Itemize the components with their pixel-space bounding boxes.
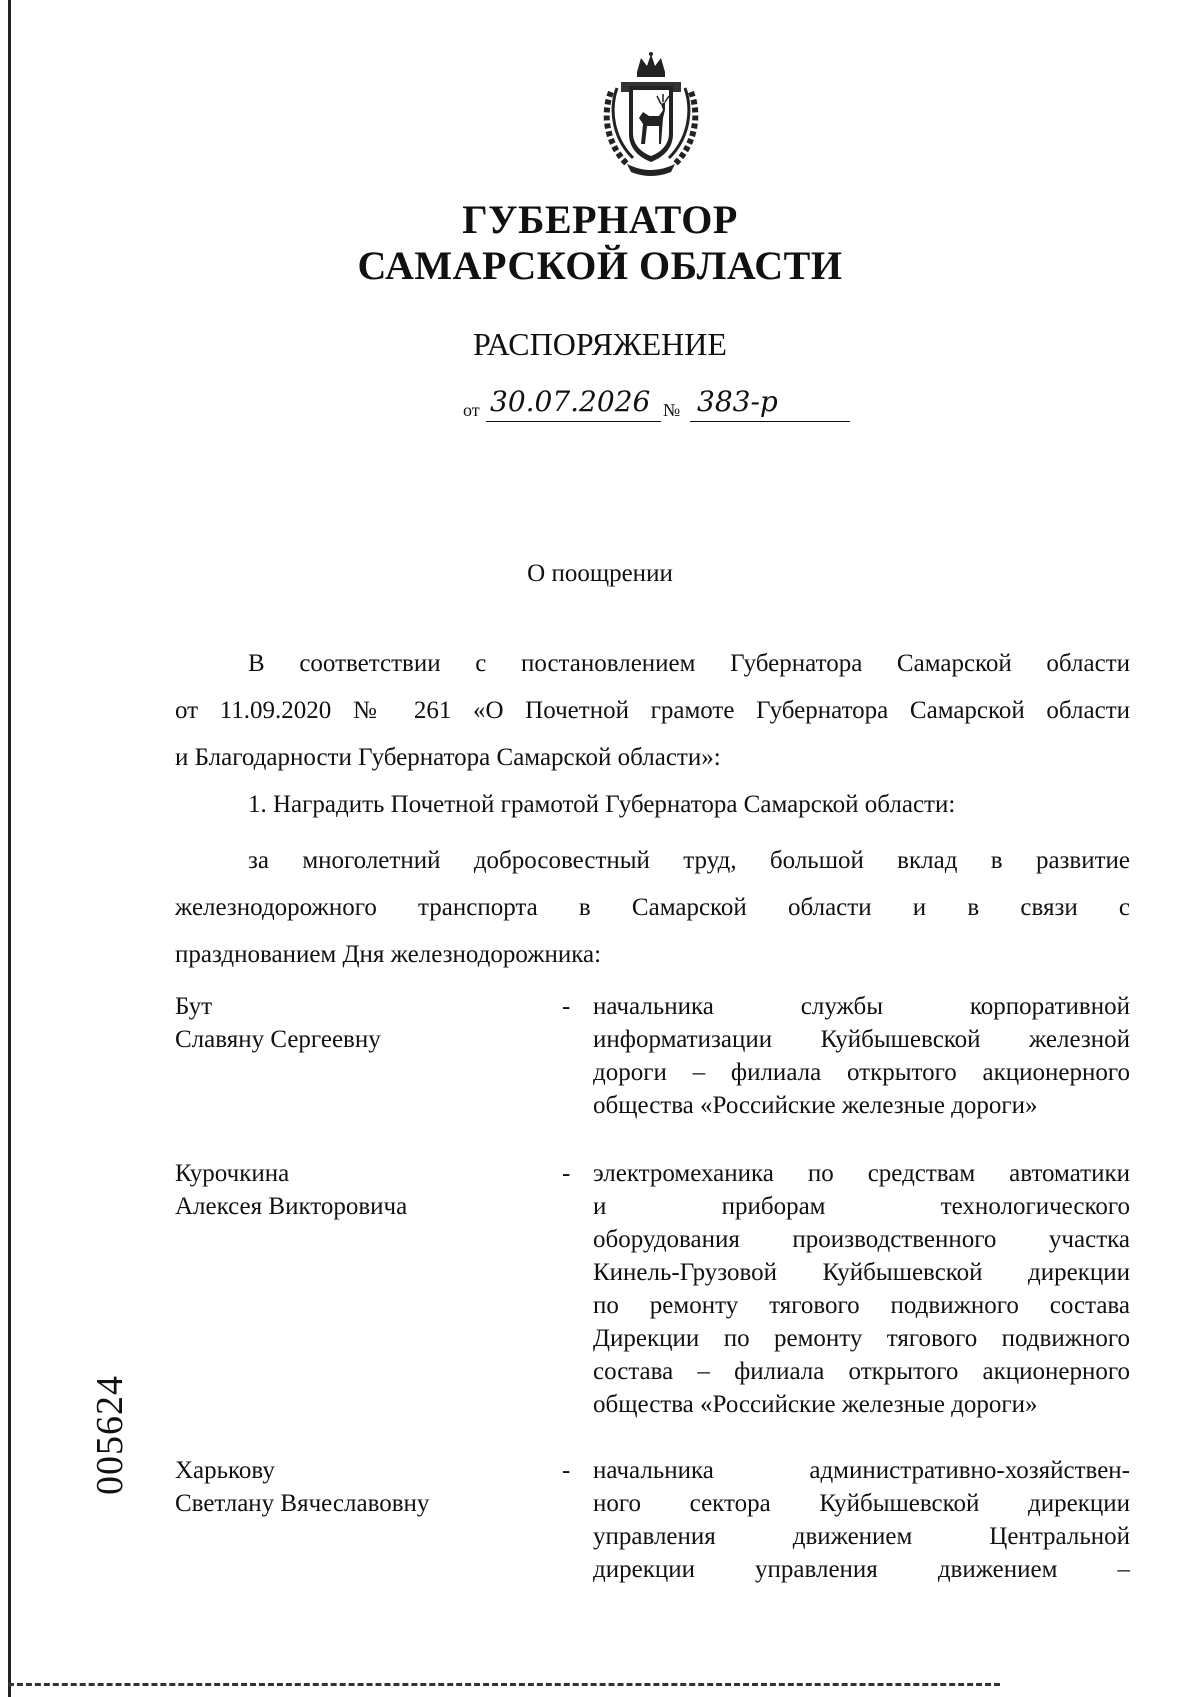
awardee-2-position-line: Дирекции по ремонту тягового подвижного	[593, 1325, 1130, 1352]
awardee-2-position-line: Кинель-Грузовой Куйбышевской дирекции	[593, 1259, 1130, 1286]
authority-title-line2: САМАРСКОЙ ОБЛАСТИ	[357, 243, 843, 288]
form-serial-number: 005624	[89, 1375, 131, 1495]
preamble-line-2: от 11.09.2020 № 261 «О Почетной грамоте Губернатора Самарской области	[175, 697, 1130, 724]
number-prefix: №	[663, 400, 681, 420]
number-underline	[690, 421, 850, 422]
reason-line-2: железнодорожного транспорта в Самарской области и в связи с	[175, 894, 1130, 921]
awardee-3-surname: Харькову	[175, 1457, 275, 1484]
awardee-2-given-names: Алексея Викторовича	[175, 1193, 408, 1220]
preamble-line-1: В соответствии с постановлением Губернатора Самарской области	[248, 650, 1130, 677]
awardee-3-position-line: ного сектора Куйбышевской дирекции	[593, 1490, 1130, 1517]
awardee-2-position-line: по ремонту тягового подвижного состава	[593, 1292, 1130, 1319]
date-prefix: от	[463, 400, 480, 420]
awardee-1-position	[593, 990, 1130, 1122]
awardee-2-surname: Курочкина	[175, 1160, 290, 1187]
paragraph-preamble	[175, 640, 1130, 781]
awardee-1-position-line: начальника службы корпоративной	[593, 993, 1130, 1020]
awardee-3-position-line: начальника административно-хозяйствен-	[593, 1457, 1130, 1484]
awardee-3-given-names: Светлану Вячеславовну	[175, 1490, 430, 1517]
document-subject: О поощрении	[527, 560, 673, 587]
awardee-1-surname: Бут	[175, 993, 213, 1020]
reason-line-3: празднованием Дня железнодорожника:	[175, 941, 602, 968]
awardee-2-position-line: общества «Российские железные дороги»	[593, 1391, 1038, 1418]
date-number-line	[0, 387, 1200, 427]
awardee-1-dash: -	[562, 993, 571, 1020]
reason-line-1: за многолетний добросовестный труд, большой вклад в развитие	[248, 847, 1130, 874]
bottom-border-line	[8, 1683, 1000, 1686]
awardee-1-name	[175, 990, 381, 1056]
awardee-2-position-line: состава – филиала открытого акционерного	[593, 1358, 1130, 1385]
number-value: 383-р	[697, 385, 778, 418]
awardee-3-position-line: управления движением Центральной	[593, 1523, 1130, 1550]
awardee-2-position-line: оборудования производственного участка	[593, 1226, 1130, 1253]
awardee-1-given-names: Славяну Сергеевну	[175, 1026, 381, 1053]
date-value: 30.07.2026	[490, 385, 651, 418]
awardee-2-position	[593, 1157, 1130, 1421]
preamble-line-3: и Благодарности Губернатора Самарской области»:	[175, 744, 721, 771]
awardee-1-position-line: дороги – филиала открытого акционерного	[593, 1059, 1130, 1086]
paragraph-reason	[175, 837, 1130, 978]
awardee-2-name	[175, 1157, 407, 1223]
awardee-1-position-line: общества «Российские железные дороги»	[593, 1092, 1038, 1119]
paragraph-award-clause: 1. Наградить Почетной грамотой Губернатора Самарской области:	[248, 791, 956, 818]
date-underline	[486, 421, 661, 422]
document-type: РАСПОРЯЖЕНИЕ	[473, 326, 727, 362]
awardee-1-position-line: информатизации Куйбышевской железной	[593, 1026, 1130, 1053]
authority-title-line1: ГУБЕРНАТОР	[462, 197, 738, 242]
awardee-2-dash: -	[562, 1160, 571, 1187]
awardee-2-position-line: электромеханика по средствам автоматики	[593, 1160, 1130, 1187]
awardee-3-position-line: дирекции управления движением –	[593, 1556, 1130, 1583]
samara-coat-of-arms-icon	[597, 52, 705, 180]
awardee-3-name	[175, 1454, 429, 1520]
awardee-2-position-line: и приборам технологического	[593, 1193, 1130, 1220]
awardee-3-position	[593, 1454, 1130, 1586]
awardee-3-dash: -	[562, 1457, 571, 1484]
